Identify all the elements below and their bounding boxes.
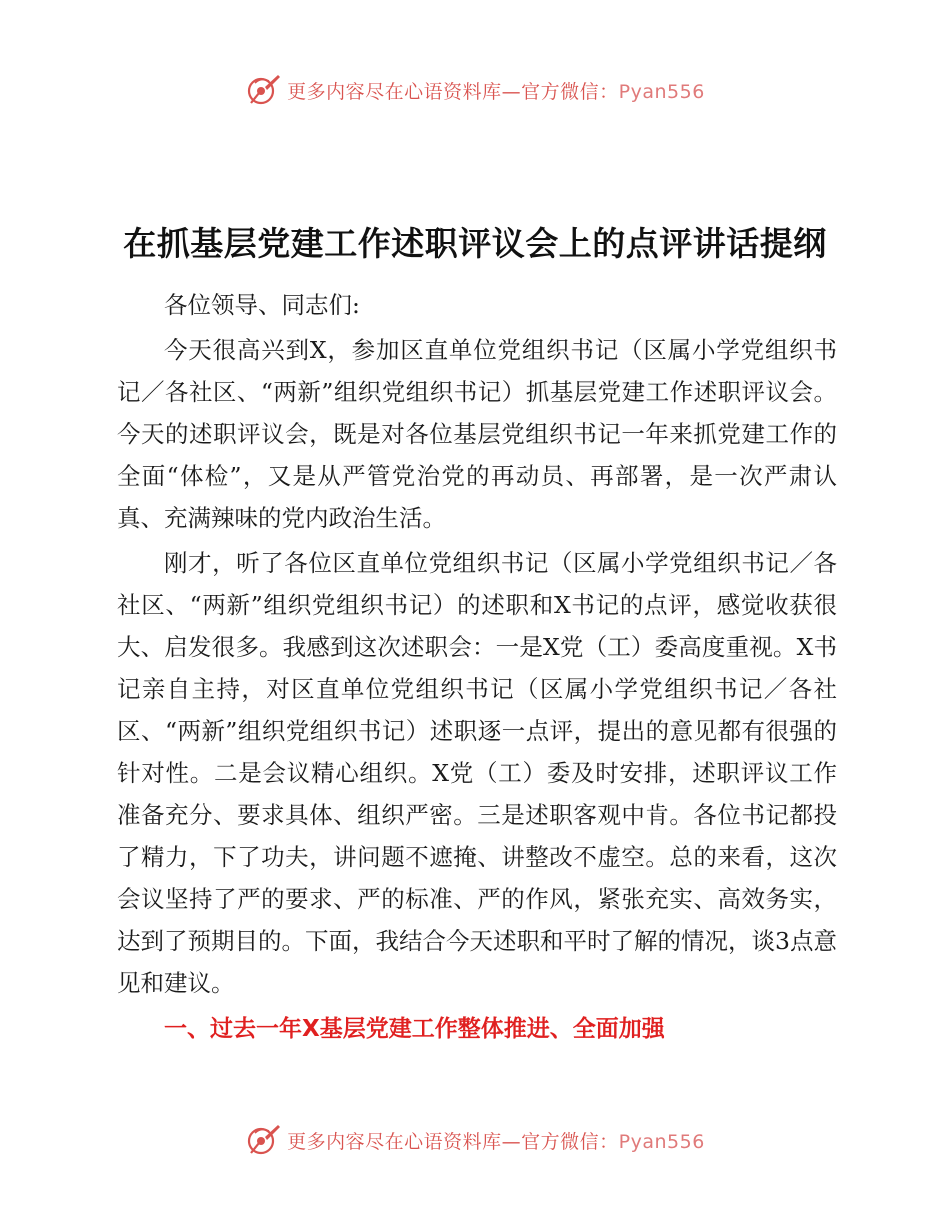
pen-logo-icon: [245, 73, 281, 107]
salutation-paragraph: 各位领导、同志们:: [164, 291, 360, 319]
watermark-slogan: 更多内容尽在心语资料库—官方微信：: [287, 1130, 619, 1153]
watermark-text: [287, 1127, 705, 1154]
body-paragraph: 刚才，听了各位区直单位党组织书记（区属小学党组织书记／各社区、“两新”组织党组织书记）的述职和X书记的点评，感觉收获很大、启发很多。我感到这次述职会：一是X党（工）委高度重视。X书记亲自主持，对区直单位党组织书记（区属小学党组织书记／各社区、“两新”组织党组织书记）述职逐一点评，提出的意见都有很强的针对性。二是会议精心组织。X党（工）委及时安排，述职评议工作准备充分、要求具体、组织严密。三是述职客观中肯。各位书记都投了精力，下了功夫，讲问题不遮掩、讲整改不虚空。总的来看，这次会议坚持了严的要求、严的标准、严的作风，紧张充实、高效务实，达到了预期目的。下面，我结合今天述职和平时了解的情况，谈3点意见和建议。: [117, 549, 837, 997]
watermark-text: [287, 77, 705, 104]
watermark-wechat-id: Pyan556: [618, 1130, 705, 1153]
document-title: 在抓基层党建工作述职评议会上的点评讲话提纲: [123, 224, 827, 263]
header-watermark: [0, 70, 950, 110]
section-heading: 一、过去一年X基层党建工作整体推进、全面加强: [164, 1016, 665, 1042]
pen-logo-icon: [245, 1123, 281, 1157]
body-paragraph: 今天很高兴到X，参加区直单位党组织书记（区属小学党组织书记／各社区、“两新”组织党组织书记）抓基层党建工作述职评议会。今天的述职评议会，既是对各位基层党组织书记一年来抓党建工作的全面“体检”，又是从严管党治党的再动员、再部署，是一次严肃认真、充满辣味的党内政治生活。: [117, 336, 837, 532]
watermark-wechat-id: Pyan556: [618, 80, 705, 103]
footer-watermark: [0, 1120, 950, 1160]
document-body: [117, 284, 837, 1054]
watermark-slogan: 更多内容尽在心语资料库—官方微信：: [287, 80, 619, 103]
